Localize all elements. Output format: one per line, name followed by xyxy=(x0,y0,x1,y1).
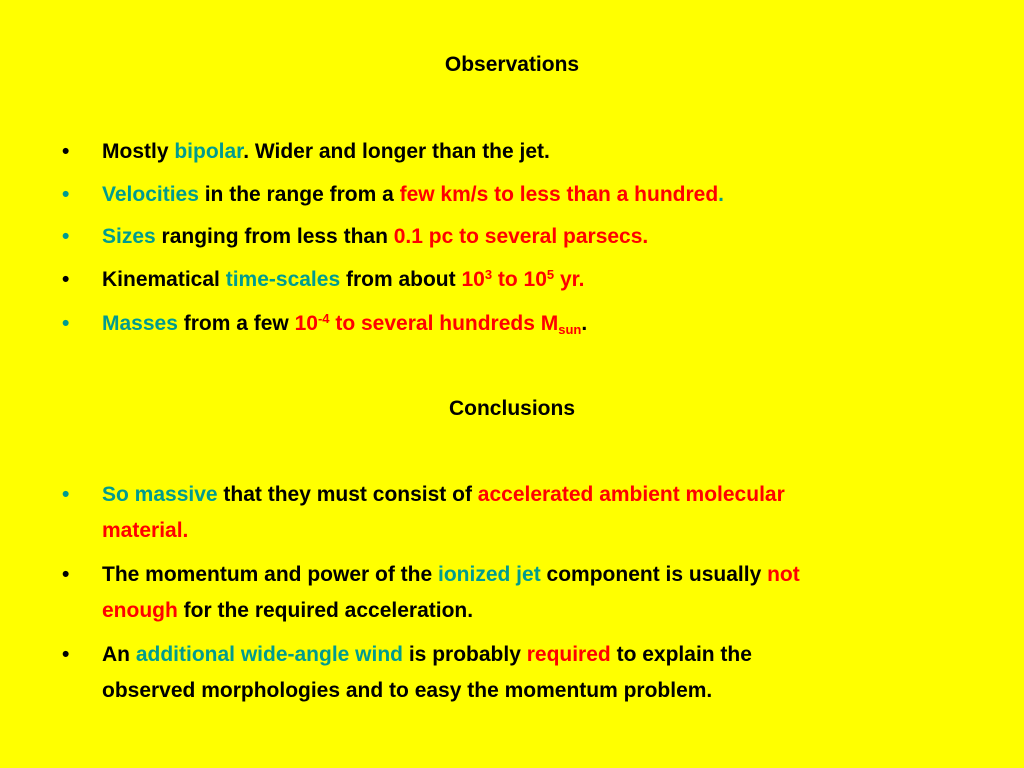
subscript: sun xyxy=(558,322,582,337)
bullet-marker: • xyxy=(62,140,70,163)
conclusion-item-massive-line2 xyxy=(102,518,188,544)
exponent: 5 xyxy=(546,267,555,282)
exponent: -4 xyxy=(317,311,330,326)
observation-item-sizes xyxy=(102,224,648,250)
text-segment: from a few xyxy=(177,312,295,335)
highlight-term: additional wide-angle wind xyxy=(135,643,404,666)
text-segment: in the range from a xyxy=(198,183,400,206)
value-unit: yr. xyxy=(554,268,585,291)
highlight-term: So massive xyxy=(102,483,218,506)
text-segment: . xyxy=(581,312,588,335)
highlight-term: bipolar xyxy=(174,140,244,163)
observation-item-masses xyxy=(102,311,587,337)
value-base: 10 xyxy=(294,312,318,335)
highlight-value: required xyxy=(526,643,611,666)
bullet-marker: • xyxy=(62,563,70,586)
text-segment: for the required acceleration. xyxy=(177,599,474,622)
bullet-marker: • xyxy=(62,312,70,335)
highlight-value xyxy=(461,268,584,291)
conclusion-item-wind-line1 xyxy=(102,642,752,668)
bullet-marker: • xyxy=(62,183,70,206)
value-text: to 10 xyxy=(492,268,547,291)
conclusion-item-momentum-line1 xyxy=(102,562,800,588)
highlight-value: accelerated ambient molecular xyxy=(477,483,785,506)
text-segment: An xyxy=(102,643,136,666)
exponent: 3 xyxy=(484,267,493,282)
highlight-value: not xyxy=(767,563,800,586)
bullet-marker: • xyxy=(62,483,70,506)
highlight-term: Masses xyxy=(102,312,178,335)
text-segment: The momentum and power of the xyxy=(102,563,439,586)
highlight-term: ionized jet xyxy=(438,563,541,586)
highlight-term: time-scales xyxy=(225,268,341,291)
text-segment: that they must consist of xyxy=(217,483,478,506)
highlight-value: 0.1 pc to several parsecs. xyxy=(393,225,649,248)
highlight-value: material. xyxy=(102,519,189,542)
conclusions-heading: Conclusions xyxy=(448,397,575,420)
text-segment: Mostly xyxy=(102,140,175,163)
highlight-value: enough xyxy=(102,599,178,622)
value-base: 10 xyxy=(461,268,485,291)
observation-item-bipolar xyxy=(102,139,550,165)
bullet-marker: • xyxy=(62,225,70,248)
text-segment: ranging from less than xyxy=(155,225,394,248)
text-segment: to explain the xyxy=(610,643,752,666)
observation-item-time-scales xyxy=(102,267,585,293)
highlight-term: Velocities xyxy=(102,183,199,206)
conclusion-item-wind-line2 xyxy=(102,678,712,704)
highlight-value xyxy=(295,312,582,335)
observation-item-velocities xyxy=(102,182,724,208)
bullet-marker: • xyxy=(62,268,70,291)
text-segment: from about xyxy=(340,268,462,291)
conclusion-item-momentum-line2 xyxy=(102,598,473,624)
value-text: to several hundreds M xyxy=(329,312,559,335)
bullet-marker: • xyxy=(62,643,70,666)
text-segment: . xyxy=(718,183,725,206)
text-segment: observed morphologies and to easy the momentum problem. xyxy=(102,679,713,702)
text-segment: . Wider and longer than the jet. xyxy=(243,140,550,163)
observations-heading: Observations xyxy=(444,53,580,76)
highlight-term: Sizes xyxy=(102,225,156,248)
highlight-value: few km/s to less than a hundred xyxy=(399,183,719,206)
conclusion-item-massive-line1 xyxy=(102,482,785,508)
text-segment: is probably xyxy=(403,643,527,666)
text-segment: Kinematical xyxy=(102,268,226,291)
text-segment: component is usually xyxy=(540,563,768,586)
